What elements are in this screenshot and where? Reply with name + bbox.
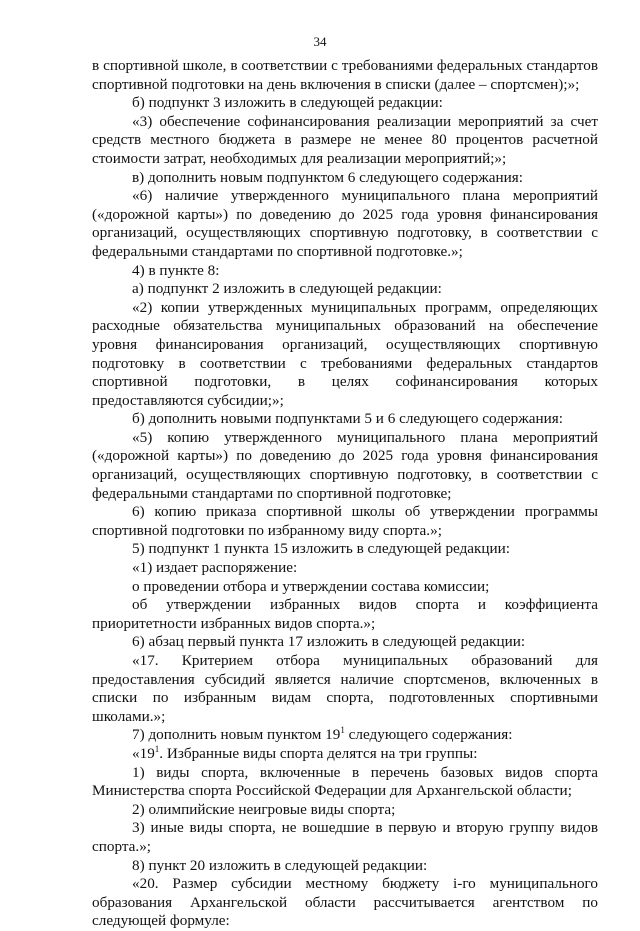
- superscript: 1: [340, 725, 345, 736]
- paragraph: 7) дополнить новым пунктом $19^1$ следующего содержания:: [132, 725, 513, 744]
- document-body: [92, 57, 598, 931]
- paragraph: б) подпункт 3 изложить в следующей редакции:: [132, 94, 443, 112]
- paragraph: 2) олимпийские неигровые виды спорта;: [132, 800, 396, 818]
- paragraph: «1) издает распоряжение:: [132, 559, 298, 577]
- paragraph: а) подпункт 2 изложить в следующей редакции:: [132, 280, 442, 298]
- paragraph: о проведении отбора и утверждении состава комиссии;: [132, 577, 490, 595]
- paragraph: «$19^1$. Избранные виды спорта делятся на три группы:: [132, 743, 478, 762]
- paragraph: 6) абзац первый пункта 17 изложить в следующей редакции:: [132, 633, 526, 651]
- paragraph: в) дополнить новым подпунктом 6 следующего содержания:: [132, 168, 524, 186]
- paragraph: «2) копии утвержденных муниципальных программ, определяющих расходные обязательства муниципальных образований на обеспечение уровня финансирования организаций, осуществляющих спортивную подготовку в соответствии с требованиями федеральных стандартов спортивной подготовки, в целях софинансирования которых предоставляются субсидии;»;: [92, 298, 598, 409]
- paragraph: 3) иные виды спорта, не вошедшие в первую и вторую группу видов спорта.»;: [92, 819, 598, 855]
- paragraph: «17. Критерием отбора муниципальных образований для предоставления субсидий является наличие спортсменов, включенных в списки по избранным видам спорта, подготовленных спортивными школами.»;: [92, 652, 598, 725]
- paragraph: 6) копию приказа спортивной школы об утверждении программы спортивной подготовки по избранному виду спорта.»;: [92, 503, 598, 539]
- paragraph: 8) пункт 20 изложить в следующей редакции:: [132, 856, 428, 874]
- paragraph: б) дополнить новыми подпунктами 5 и 6 следующего содержания:: [132, 410, 563, 428]
- paragraph: 1) виды спорта, включенные в перечень базовых видов спорта Министерства спорта Российской Федерации для Архангельской области;: [92, 763, 598, 800]
- paragraph: 4) в пункте 8:: [132, 261, 220, 279]
- paragraph: 5) подпункт 1 пункта 15 изложить в следующей редакции:: [132, 540, 511, 558]
- paragraph: в спортивной школе, в соответствии с требованиями федеральных стандартов спортивной подготовки на день включения в списки (далее – спортсмен);»;: [92, 57, 598, 93]
- superscript: 1: [154, 743, 160, 754]
- paragraph: «5) копию утвержденного муниципального плана мероприятий («дорожной карты») по доведению до 2025 года уровня финансирования организаций, осуществляющих спортивную подготовку, в соответствии с федеральными стандартами по спортивной подготовке;: [92, 428, 598, 502]
- paragraph: «6) наличие утвержденного муниципального плана мероприятий («дорожной карты») по доведению до 2025 года уровня финансирования организаций, осуществляющих спортивную подготовку, в соответствии с федеральными стандартами по спортивной подготовке.»;: [92, 187, 598, 260]
- paragraph: «20. Размер субсидии местному бюджету i-го муниципального образования Архангельской области рассчитывается агентством по следующей формуле:: [92, 875, 598, 930]
- paragraph: об утверждении избранных видов спорта и коэффициента приоритетности избранных видов спорта.»;: [92, 596, 598, 632]
- page-number: 34: [313, 34, 327, 49]
- paragraph: «3) обеспечение софинансирования реализации мероприятий за счет средств местного бюджета в размере не менее 80 процентов расчетной стоимости затрат, необходимых для реализации мероприятий;»;: [92, 112, 598, 167]
